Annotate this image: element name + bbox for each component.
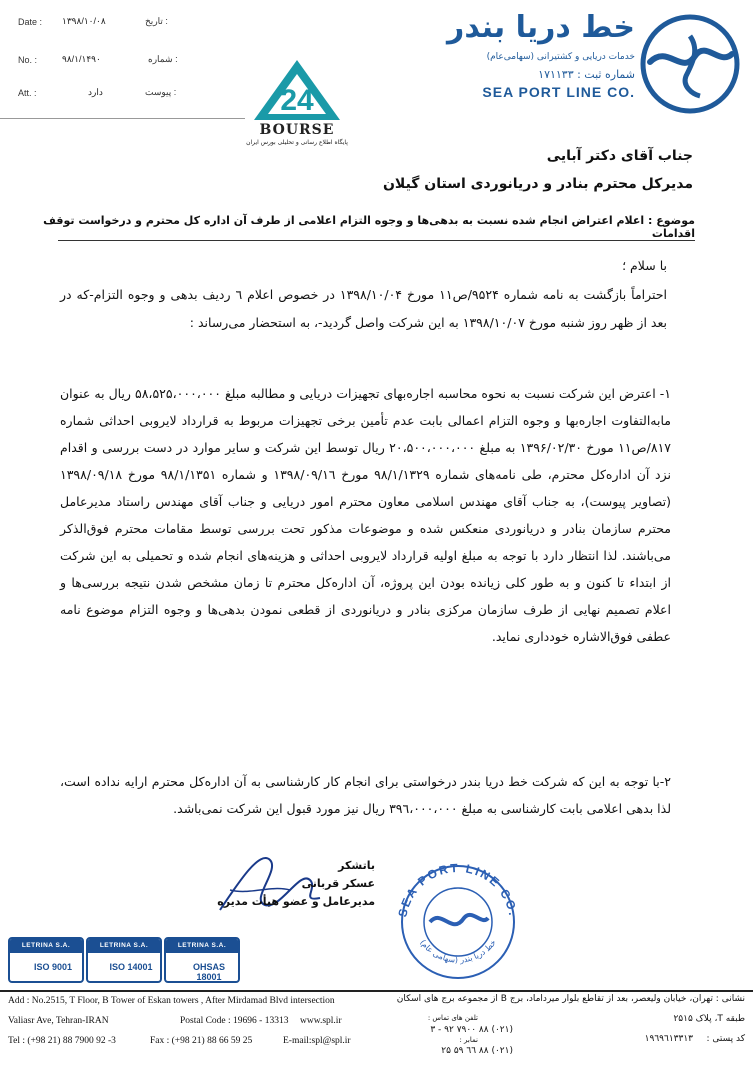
footer-postal-fa: ۱۹٦۹٦۱۳۳۱۳: [644, 1034, 693, 1044]
footer-address-fa-2: طبقه T، پلاک ۲۵۱۵: [673, 1014, 745, 1024]
date-label-fa: تاریخ :: [145, 16, 168, 26]
company-stamp-icon: [392, 860, 522, 980]
date-value: ۱۳۹۸/۱۰/۰۸: [62, 16, 106, 26]
intro-paragraph: احتراماً بازگشت به نامه شماره ۹۵۲۴/ص۱۱ مورخ ۱۳۹۸/۱۰/۰۴ در خصوص اعلام ٦ ردیف بدهی و وجوه التزام-که در بعد از ظهر روز شنبه مورخ ۱۳۹۸/۱۰/۰۷ به این شرکت واصل گردید-، به استحضار می‌رساند :: [60, 287, 668, 330]
footer-email: E-mail:spl@spl.ir: [283, 1036, 351, 1046]
footer-address-en-2: Valiasr Ave, Tehran-IRAN: [8, 1016, 109, 1026]
iso-14001-badge: LETRINA S.A. ISO 14001: [86, 937, 162, 983]
list-item-1: ۱- اعترض این شرکت نسبت به نحوه محاسبه اجاره‌بهای تجهیزات دریایی و مطالبه مبلغ ۵۸،۵۲۵،۰۰۰،۰۰۰ ریال به عنوان مابه‌التفاوت اجاره‌بها و وجوه التزام اعمالی بابت عدم تأمین برخی تجهیزات مربوط به قرارداد لایروبی احداثی شماره ۸۱۷/ص۱۱ مورخ ۱۳۹۶/۰۲/۳۰ به مبلغ ۲۰،۵۰۰،۰۰۰،۰۰۰ ریال توسط این شرکت و سایر موارد در دست بررسی و اقدام نزد آن اداره‌کل محترم، طی نامه‌های شماره ۹۸/۱/۱۳۲۹ مورخ ۱۳۹۸/۰۹/۱٦ و شماره ۹۸/۱/۱۳۵۱ مورخ ۱۳۹۸/۰۹/۱۸ (تصاویر پیوست)، به جناب آقای مهندس اسلامی معاون محترم امور دریایی و جناب آقای مهندس راستاد مدیرعامل محترم سازمان بنادر و دریانوردی منعکس شده و موضوعات مذکور تحت بررسی توسط مقامات محترم فوق‌الذکر می‌باشند. لذا انتظار دارد با توجه به مبلغ اولیه قرارداد لایروبی احداثی و هزینه‌های انجام شده و تحمیلی به این شرکت از ابتداء تا کنون و به طور کلی زیانده بودن این پروژه، آن اداره‌کل محترم تا زمان مشخص شدن نتیجه بررسی‌ها و اعلام تصمیم نهایی از طرف سازمان مرکزی بنادر و دریانوردی از قطعی نمودن بدهی‌ها و وجوه التزام موضوع نامه عطفی فوق‌الاشاره خودداری نماید.: [60, 386, 672, 644]
greeting: با سلام ؛: [622, 258, 667, 273]
signature-closing: باتشکر: [338, 859, 375, 872]
ohsas-18001-badge: LETRINA S.A. OHSAS 18001: [164, 937, 240, 983]
att-value: دارد: [88, 87, 103, 97]
recipient-line-2: مدیرکل محترم بنادر و دریانوردی استان گیلان: [382, 176, 693, 192]
footer-tel-en: Tel : (+98 21) 88 7900 92 -3: [8, 1036, 116, 1046]
footer-website: www.spl.ir: [300, 1016, 342, 1026]
footer-fax-en: Fax : (+98 21) 88 66 59 25: [150, 1036, 253, 1046]
footer-address-fa-1: نشانی : تهران، خیابان ولیعصر، بعد از تقاطع بلوار میرداماد، برج B از مجموعه برج های اسکان: [396, 994, 745, 1004]
footer-fax-fa: (۰۲۱) ۸۸ ٦٦ ۵۹ ۲۵: [441, 1046, 513, 1056]
bourse-logo-icon: [252, 58, 342, 124]
att-label-en: Att. :: [18, 88, 37, 98]
footer-phone-fa: (۰۲۱) ۸۸ ۷۹۰۰ ۹۲ - ۳: [430, 1025, 513, 1035]
subject-divider: [58, 240, 695, 241]
header-rule: [0, 118, 245, 119]
bourse-brand: BOURSE: [259, 122, 335, 138]
list-item-2: ۲-با توجه به این که شرکت خط دریا بندر درخواستی برای انجام کار کارشناسی به آن اداره‌کل محترم ارایه نداده است، لذا بدهی اعلامی بابت کارشناسی به مبلغ ۳۹٦،۰۰۰،۰۰۰ ریال نیز مورد قبول این شرکت نمی‌باشد.: [60, 774, 671, 816]
bourse-tagline: پایگاه اطلاع رسانی و تحلیلی بورس ایران: [246, 139, 348, 146]
footer-divider: [0, 990, 753, 992]
svg-text:خط دریا بندر (سهامی عام): خط دریا بندر (سهامی عام): [418, 938, 498, 965]
company-logo-icon: [640, 14, 740, 114]
signature-title: مدیرعامل و عضو هیأت مدیره: [217, 895, 375, 908]
recipient-line-1: جناب آقای دکتر آبایی: [546, 148, 693, 164]
footer-fax-label: نمابر :: [459, 1036, 478, 1044]
no-value: ۹۸/۱/۱۴۹۰: [62, 54, 101, 64]
date-label-en: Date :: [18, 17, 43, 27]
no-label-en: No. :: [18, 55, 38, 65]
no-label-fa: شماره :: [148, 54, 178, 64]
signature-block: [217, 857, 375, 911]
footer-phone-label: تلفن های تماس :: [427, 1014, 478, 1022]
signature-name: عسکر قربانی: [301, 877, 375, 890]
company-registration: شماره ثبت : ۱۷۱۱۳۳: [538, 68, 635, 81]
att-label-fa: پیوست :: [145, 87, 177, 97]
footer-postal-en: Postal Code : 19696 - 13313: [180, 1016, 289, 1026]
company-name-en: SEA PORT LINE CO.: [482, 84, 635, 100]
svg-text:SEA PORT LINE CO.: SEA PORT LINE CO.: [395, 860, 521, 919]
company-name-fa: خط دریا بندر: [447, 10, 635, 45]
company-services: خدمات دریایی و کشتیرانی (سهامی‌عام): [486, 52, 635, 62]
iso-9001-badge: LETRINA S.A. ISO 9001: [8, 937, 84, 983]
subject-line: موضوع : اعلام اعتراض انجام شده نسبت به بدهی‌ها و وجوه التزام اعلامی از طرف آن اداره کل محترم و درخواست توقف اقدامات: [43, 214, 695, 240]
footer-address-en-1: Add : No.2515, T Floor, B Tower of Eskan towers , After Mirdamad Blvd intersection: [8, 996, 335, 1006]
footer-postal-label: کد پستی :: [706, 1034, 745, 1044]
bourse-numeral: 24: [280, 84, 314, 117]
